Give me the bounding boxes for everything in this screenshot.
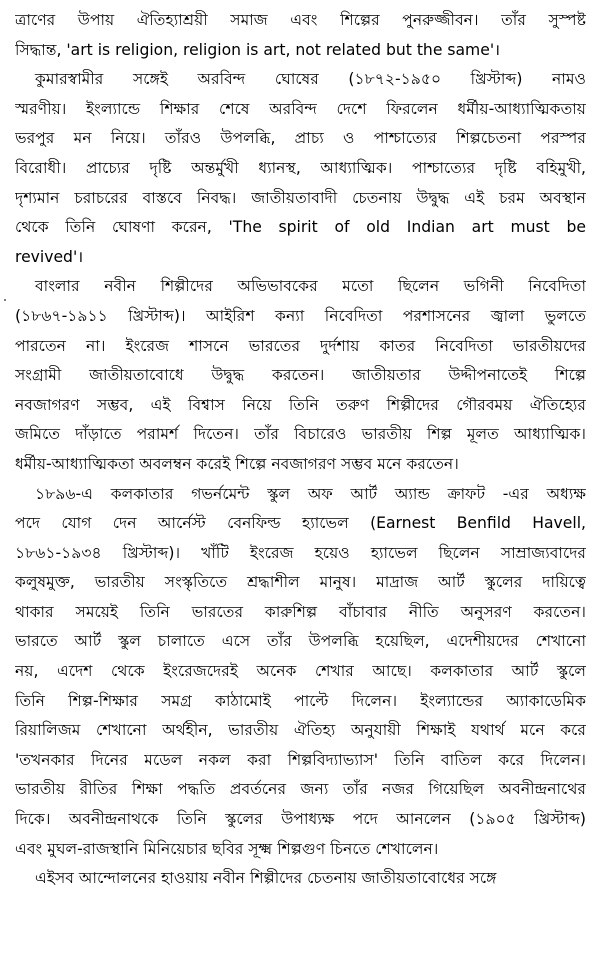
text-line: ১৮৬১-১৯৩৪ খ্রিস্টাব্দ)। খাঁটি ইংরেজ হয়েও হ্যাভেল ছিলেন সাম্রাজ্যবাদের <box>15 543 586 562</box>
text-line: ধর্মীয়-আধ্যাত্মিকতা অবলম্বন করেই শিল্পে নবজাগরণ সম্ভব মনে করতেন। <box>15 454 459 473</box>
text-line: সিদ্ধান্ত, 'art is religion, religion is art, not related but the same'। <box>15 40 501 59</box>
text-line: পারতেন না। ইংরেজ শাসনে ভারতের দুর্দশায় কাতর নিবেদিতা ভারতীয়দের <box>15 336 586 355</box>
text-line: নবজাগরণ সম্ভব, এই বিশ্বাস নিয়ে তিনি তরুণ শিল্পীদের গৌরবময় ঐতিহ্যের <box>15 395 586 414</box>
text-line: revived'। <box>15 247 84 266</box>
text-line: কুমারস্বামীর সঙ্গেই অরবিন্দ ঘোষের (১৮৭২-১৯৫০ খ্রিস্টাব্দ) নামও <box>35 70 586 89</box>
text-line: দৃশ্যমান চরাচরের বাস্তবে নিবদ্ধ। জাতীয়তাবাদী চেতনায় উদ্বুদ্ধ এই চরম অবস্থান <box>15 188 586 207</box>
text-line: থাকার সময়েই তিনি ভারতের কারুশিল্প বাঁচাবার নীতি অনুসরণ করতেন। <box>15 602 586 621</box>
text-line: রিয়ালিজম শেখানো অর্থহীন, ভারতীয় ঐতিহ্য অনুযায়ী শিক্ষাই যথার্থ মনে করে <box>15 721 586 740</box>
text-line: তিনি শিল্প-শিক্ষার সমগ্র কাঠামোই পাল্টে দিলেন। ইংল্যান্ডের অ্যাকাডেমিক <box>15 691 586 710</box>
text-line: ত্রাণের উপায় ঐতিহ্যাশ্রয়ী সমাজ এবং শিল্পের পুনরুজ্জীবন। তাঁর সুস্পষ্ট <box>15 11 586 29</box>
paragraph-5 <box>15 864 586 894</box>
paragraph-2 <box>15 65 586 272</box>
text-line: এইসব আন্দোলনের হাওয়ায় নবীন শিল্পীদের চেতনায় জাতীয়তাবোধের সঙ্গে <box>35 869 497 888</box>
text-line: নয়, এদেশ থেকে ইংরেজদেরই অনেক শেখার আছে। কলকাতার আর্ট স্কুলে <box>15 662 586 681</box>
text-line: ভারতীয় রীতির শিক্ষা পদ্ধতি প্রবর্তনের জন্য তাঁর নজর গিয়েছিল অবনীন্দ্রনাথের <box>15 780 586 799</box>
text-line: কলুষমুক্ত, ভারতীয় সংস্কৃতিতে শ্রদ্ধাশীল মানুষ। মাদ্রাজ আর্ট স্কুলের দায়িত্বে <box>15 573 586 592</box>
text-line: থেকে তিনি ঘোষণা করেন, 'The spirit of old Indian art must be <box>15 218 586 237</box>
text-line: 'তখনকার দিনের মডেল নকল করা শিল্পবিদ্যাভ্যাস' তিনি বাতিল করে দিলেন। <box>15 750 586 769</box>
text-line: জমিতে দাঁড়াতে পরামর্শ দিতেন। তাঁর বিচারেও ভারতীয় শিল্প মূলত আধ্যাত্মিক। <box>15 425 586 444</box>
text-line: বিরোধী। প্রাচ্যের দৃষ্টি অন্তর্মুখী ধ্যানস্থ, আধ্যাত্মিক। পাশ্চাত্যের দৃষ্টি বহিমুখী, <box>15 158 586 177</box>
text-line: দিকে। অবনীন্দ্রনাথকে তিনি স্কুলের উপাধ্যক্ষ পদে আনলেন (১৯০৫ খ্রিস্টাব্দ) <box>15 810 586 829</box>
text-line: এবং মুঘল-রাজস্থানি মিনিয়েচার ছবির সূক্ষ্ম শিল্পগুণ চিনতে শেখালেন। <box>15 839 439 858</box>
paragraph-3 <box>15 272 586 479</box>
paragraph-1 <box>15 6 586 65</box>
text-line: ভরপুর মন নিয়ে। তাঁরও উপলব্ধি, প্রাচ্য ও পাশ্চাত্যের শিল্পচেতনা পরস্পর <box>15 129 586 148</box>
paragraph-4 <box>15 480 586 865</box>
text-line: (১৮৬৭-১৯১১ খ্রিস্টাব্দ)। আইরিশ কন্যা নিবেদিতা পরশাসনের জ্বালা ভুলতে <box>15 306 586 325</box>
text-line: ভারতে আর্ট স্কুল চালাতে এসে তাঁর উপলব্ধি হয়েছিল, এদেশীয়দের শেখানো <box>15 632 586 651</box>
text-line: স্মরণীয়। ইংল্যান্ডে শিক্ষার শেষে অরবিন্দ দেশে ফিরলেন ধর্মীয়-আধ্যাত্মিকতায় <box>15 99 586 118</box>
text-line: সংগ্রামী জাতীয়তাবোধে উদ্বুদ্ধ করতেন। জাতীয়তার উদ্দীপনাতেই শিল্পে <box>15 366 586 385</box>
text-line: পদে যোগ দেন আর্নেস্ট বেনফিল্ড হ্যাভেল (Earnest Benfild Havell, <box>15 514 586 533</box>
margin-speck <box>4 299 6 301</box>
text-line: ১৮৯৬-এ কলকাতার গভর্নমেন্ট স্কুল অফ আর্ট অ্যান্ড ক্রাফট -এর অধ্যক্ষ <box>35 484 586 503</box>
text-line: বাংলার নবীন শিল্পীদের অভিভাবকের মতো ছিলেন ভগিনী নিবেদিতা <box>35 277 586 296</box>
